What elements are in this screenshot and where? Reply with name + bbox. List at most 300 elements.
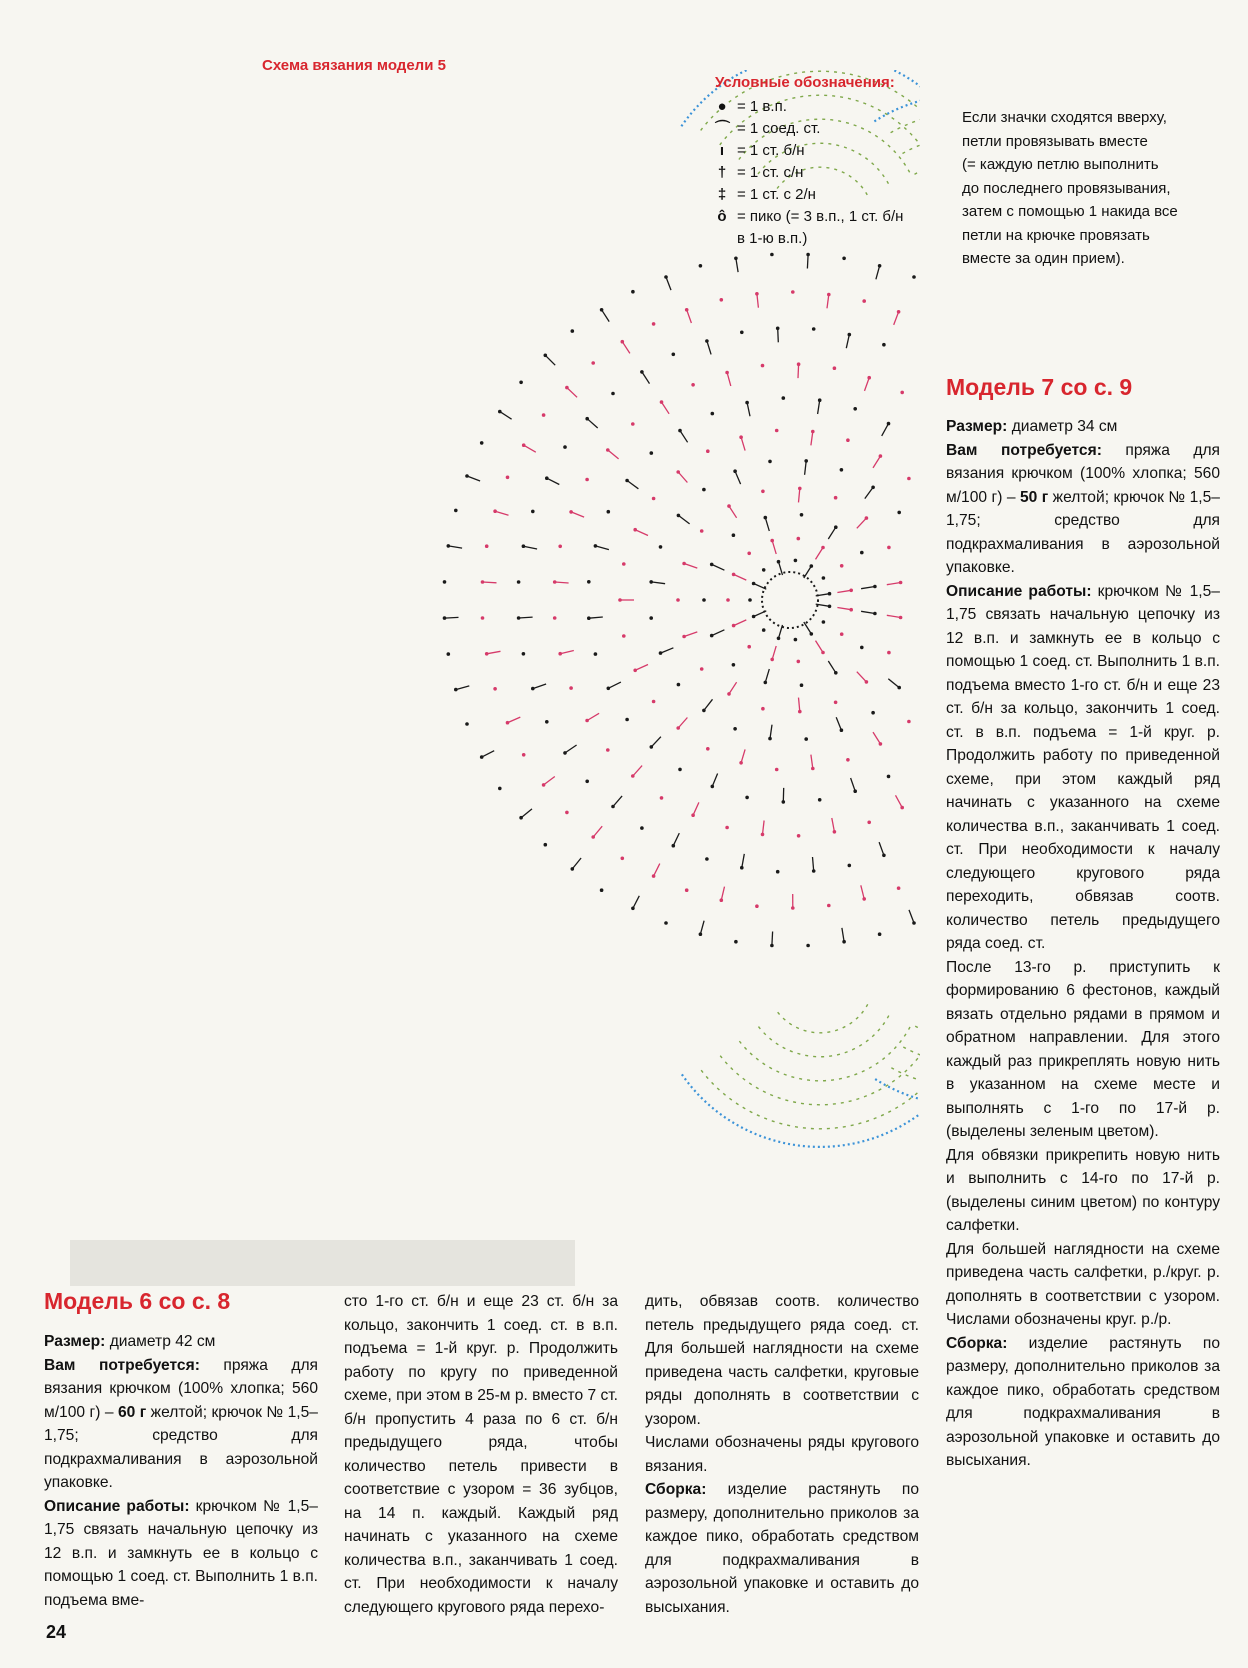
- stitch-mark: [661, 648, 674, 653]
- festoon-row-mark: [739, 1027, 910, 1081]
- chain-stitch-mark: [776, 870, 780, 874]
- stitch-mark: [873, 732, 880, 744]
- stitch-mark: [736, 258, 738, 272]
- chain-stitch-mark: [519, 381, 523, 385]
- stitch-mark: [700, 921, 704, 935]
- dot-icon: ●: [717, 98, 727, 115]
- paragraph: После 13-го р. приступить к формированию 6 фестонов, каждый вязать отдельно рядами в прямом и обратном направлении. Для этого каждый раз прикреплять новую нить в указанном на схеме месте и выполнять с 1-го по 17-й р. (выделены зеленым цветом).: [946, 958, 1220, 1140]
- stitch-mark: [533, 684, 546, 689]
- yarn-amount: 50 г: [1019, 488, 1049, 506]
- chain-stitch-mark: [726, 598, 730, 602]
- chain-stitch-mark: [625, 718, 629, 722]
- chain-stitch-mark: [607, 510, 611, 514]
- chain-stitch-mark: [711, 412, 715, 416]
- stitch-mark: [593, 826, 602, 837]
- stitch-mark: [772, 932, 773, 946]
- stitch-mark: [727, 373, 731, 387]
- chain-stitch-mark: [563, 445, 567, 449]
- chain-stitch-mark: [485, 544, 489, 548]
- stitch-mark: [519, 617, 533, 618]
- paragraph: Для большей наглядности на схеме приведена часть салфетки, р./круг. р. дополнять в соответствии с узором. Числами обозначены круг. р./р.: [946, 1240, 1220, 1328]
- stitch-mark: [635, 665, 648, 671]
- desc-label: Описание работы:: [44, 1497, 190, 1515]
- paragraph: дить, обвязав соотв. количество петель предыдущего ряда соед. ст. Для большей наглядности на схеме приведена часть салфетки, круговые ряды дополнять в соответствии с узором.: [645, 1293, 919, 1428]
- stitch-mark: [772, 541, 776, 554]
- chain-stitch-mark: [800, 683, 804, 687]
- chain-stitch-mark: [822, 576, 826, 580]
- chain-stitch-mark: [860, 646, 864, 650]
- stitch-mark: [747, 403, 750, 417]
- stitch-mark: [861, 885, 864, 899]
- chain-stitch-mark: [887, 651, 891, 655]
- legend-item-text: в 1-ю в.п.): [737, 230, 808, 247]
- model6-col3: [645, 1290, 919, 1619]
- stitch-mark: [805, 461, 807, 475]
- legend-item-text: = пико (= 3 в.п., 1 ст. б/н: [737, 208, 904, 225]
- stitch-mark: [879, 842, 884, 855]
- stitch-mark: [448, 546, 462, 548]
- stitch-mark: [678, 515, 689, 524]
- chain-stitch-mark: [797, 537, 801, 541]
- edging-row-mark: [681, 1051, 920, 1147]
- legend-list: [715, 96, 903, 250]
- chain-stitch-mark: [649, 616, 653, 620]
- stitch-mark: [798, 364, 799, 378]
- chain-stitch-mark: [806, 944, 810, 948]
- stitch-mark: [587, 713, 599, 720]
- chain-stitch-mark: [465, 722, 469, 726]
- chain-stitch-mark: [775, 768, 779, 772]
- chain-stitch-mark: [591, 361, 595, 365]
- chain-stitch-mark: [493, 687, 497, 691]
- stitch-mark: [712, 564, 725, 570]
- stitch-mark: [729, 506, 737, 518]
- stitch-mark: [555, 582, 569, 583]
- chain-stitch-mark: [705, 857, 709, 861]
- stitch-mark: [827, 295, 829, 309]
- stitch-mark: [524, 445, 536, 452]
- chain-stitch-mark: [569, 686, 573, 690]
- note-line: затем с помощью 1 накида все: [962, 203, 1178, 220]
- stitch-mark: [495, 511, 508, 515]
- stitch-mark: [483, 582, 497, 583]
- stitch-mark: [673, 833, 679, 846]
- stitch-mark: [662, 402, 670, 414]
- festoon-row-mark: [701, 1050, 920, 1129]
- stitch-mark: [865, 378, 870, 391]
- stitch-mark: [595, 546, 609, 550]
- legend-item-text: = 1 ст. б/н: [737, 142, 805, 159]
- stitch-mark: [545, 355, 555, 365]
- legend-item: [715, 96, 903, 118]
- arc-icon: ⌒: [715, 120, 731, 137]
- stitch-mark: [523, 546, 537, 549]
- stitch-mark: [741, 749, 745, 762]
- stitch-mark: [754, 584, 767, 590]
- chain-stitch-mark: [897, 886, 901, 890]
- festoon-row-mark: [777, 1004, 868, 1033]
- stitch-mark: [684, 564, 697, 569]
- stitch-mark: [642, 372, 650, 384]
- stitch-mark: [896, 795, 903, 807]
- chain-stitch-mark: [544, 843, 548, 847]
- chain-stitch-mark: [659, 545, 663, 549]
- chain-stitch-mark: [606, 748, 610, 752]
- note-line: до последнего провязывания,: [962, 179, 1171, 197]
- model6-col2: [344, 1290, 618, 1619]
- stitch-mark: [813, 857, 814, 871]
- chain-stitch-mark: [631, 290, 635, 294]
- need-text: пряжа для вязания крючком (100% хлопка; 560 м/100 г) –: [44, 1356, 319, 1421]
- stitch-mark: [734, 574, 747, 580]
- chain-stitch-mark: [762, 628, 766, 632]
- paragraph: Для обвязки прикрепить новую нить и выполнить с 14-го по 17-й р. (выделены синим цветом) по контуру салфетки.: [946, 1146, 1220, 1234]
- stitch-mark: [846, 335, 849, 349]
- chain-stitch-mark: [834, 701, 838, 705]
- chain-stitch-mark: [878, 932, 882, 936]
- legend-item: [715, 206, 903, 228]
- legend-item-text: = 1 в.п.: [737, 98, 787, 115]
- stitch-mark: [678, 718, 687, 729]
- chain-stitch-mark: [650, 451, 654, 455]
- chain-stitch-mark: [840, 564, 844, 568]
- stitch-mark: [622, 342, 630, 354]
- chain-stitch-mark: [791, 290, 795, 294]
- bleed-through-banner: [70, 1240, 575, 1286]
- chain-stitch-mark: [677, 683, 681, 687]
- chain-stitch-mark: [768, 460, 772, 464]
- chain-stitch-mark: [740, 331, 744, 335]
- stitch-mark: [635, 530, 648, 536]
- chain-stitch-mark: [871, 711, 875, 715]
- stitch-mark: [684, 632, 697, 637]
- stitch-mark: [482, 751, 495, 757]
- chain-stitch-mark: [782, 396, 786, 400]
- chain-stitch-mark: [725, 826, 729, 830]
- chain-stitch-mark: [804, 737, 808, 741]
- chain-stitch-mark: [699, 264, 703, 268]
- stitch-mark: [544, 777, 555, 785]
- legend-item-text: = 1 соед. ст.: [737, 120, 821, 137]
- cross-bar-icon: †: [717, 164, 727, 181]
- chain-stitch-mark: [860, 551, 864, 555]
- stitch-mark: [804, 622, 812, 634]
- page-number: 24: [46, 1622, 67, 1642]
- yarn-amount: 60 г: [117, 1403, 147, 1421]
- chain-stitch-mark: [676, 598, 680, 602]
- chain-stitch-mark: [887, 546, 891, 550]
- chain-stitch-mark: [761, 364, 765, 368]
- stitch-mark: [804, 566, 812, 578]
- legend-item: [715, 184, 903, 206]
- chain-stitch-mark: [800, 513, 804, 517]
- chain-stitch-mark: [685, 888, 689, 892]
- stitch-mark: [613, 796, 622, 807]
- chain-stitch-mark: [812, 327, 816, 331]
- stitch-mark: [828, 661, 836, 673]
- chain-stitch-mark: [762, 568, 766, 572]
- note-line: петли провязывать вместе: [962, 132, 1148, 150]
- chain-stitch-mark: [640, 826, 644, 830]
- stitch-mark: [842, 928, 844, 942]
- assembly-value: изделие растянуть по размеру, дополнительно приколов за каждое пико, обработать средством для подкрахмаливания в аэрозольной упаковке и оставить до высыхания.: [946, 1334, 1220, 1469]
- chain-stitch-mark: [897, 511, 901, 515]
- chain-stitch-mark: [700, 529, 704, 533]
- chain-stitch-mark: [622, 562, 626, 566]
- paragraph: Числами обозначены ряды кругового вязания.: [645, 1434, 919, 1475]
- stitch-mark: [456, 686, 470, 690]
- chain-stitch-mark: [691, 383, 695, 387]
- model7-heading: Модель 7 со с. 9: [946, 374, 1133, 400]
- stitch-mark: [693, 802, 699, 815]
- chain-stitch-mark: [867, 821, 871, 825]
- chain-stitch-mark: [678, 768, 682, 772]
- festoon-row-mark: [891, 951, 920, 1087]
- chain-stitch-mark: [652, 322, 656, 326]
- chain-stitch-mark: [585, 780, 589, 784]
- stitch-mark: [811, 432, 813, 446]
- chain-stitch-mark: [907, 720, 911, 724]
- stitch-mark: [602, 310, 610, 322]
- stitch-mark: [633, 896, 639, 909]
- stitch-mark: [778, 328, 779, 342]
- stitch-mark: [572, 858, 581, 869]
- stitch-mark: [836, 717, 841, 730]
- stitch-mark: [680, 431, 688, 443]
- stitch-mark: [887, 615, 901, 617]
- chain-stitch-mark: [797, 660, 801, 664]
- legend: [715, 72, 903, 250]
- chain-stitch-mark: [522, 652, 526, 656]
- paragraph: сто 1-го ст. б/н и еще 23 ст. б/н за кольцо, закончить 1 соед. ст. в в.п. подъема = 1-й круг. р. Продолжить работу по кругу по приведенной схеме, при этом в 25-м р. вместо 7 ст. б/н пропустить 4 раза по 6 ст. б/н предыдущего ряда, чтобы количество петель привести в соответствие с узором = 36 зубцов, на 14 п. каждый. Каждый ряд начинать с указанного на схеме количества в.п., заканчивать 1 соед. ст. При необходимости к началу следующего кругового ряда перехо-: [344, 1293, 618, 1616]
- chain-stitch-mark: [745, 796, 749, 800]
- stitch-mark: [712, 774, 717, 787]
- chain-stitch-mark: [900, 391, 904, 395]
- stitch-mark: [500, 412, 512, 420]
- chain-stitch-mark: [733, 727, 737, 731]
- chain-stitch-mark: [621, 857, 625, 861]
- chain-stitch-mark: [848, 864, 852, 868]
- chain-stitch-mark: [706, 747, 710, 751]
- picot-icon: ô: [717, 208, 727, 225]
- stitch-mark: [837, 608, 851, 610]
- legend-item: [715, 162, 903, 184]
- stitch-mark: [571, 512, 584, 517]
- chain-stitch-mark: [443, 580, 447, 584]
- chain-stitch-mark: [522, 753, 526, 757]
- chain-stitch-mark: [498, 787, 502, 791]
- chain-stitch-mark: [818, 798, 822, 802]
- model6-heading: Модель 6 со с. 8: [44, 1288, 231, 1314]
- chain-stitch-mark: [672, 353, 676, 357]
- stitch-mark: [818, 400, 820, 414]
- stitch-mark: [857, 518, 867, 528]
- note-line: вместе за один прием).: [962, 250, 1125, 267]
- stitch-mark: [865, 487, 873, 498]
- stitch-mark: [779, 562, 783, 575]
- chain-stitch-mark: [747, 645, 751, 649]
- stitch-mark: [909, 910, 914, 923]
- stitch-mark: [837, 590, 851, 592]
- stitch-mark: [763, 821, 765, 835]
- chain-stitch-mark: [517, 580, 521, 584]
- chain-stitch-mark: [840, 632, 844, 636]
- chain-stitch-mark: [882, 343, 886, 347]
- note-line: (= каждую петлю выполнить: [962, 156, 1159, 173]
- need-text: желтой; крючок № 1,5–1,75; средство для подкрахмаливания в аэрозольной упаковке.: [946, 488, 1220, 576]
- chain-stitch-mark: [794, 559, 798, 563]
- stitch-mark: [757, 294, 759, 308]
- chain-stitch-mark: [720, 298, 724, 302]
- chain-stitch-mark: [652, 497, 656, 501]
- chain-stitch-mark: [770, 253, 774, 257]
- chain-stitch-mark: [553, 616, 557, 620]
- festoon-row-mark: [720, 1038, 920, 1104]
- chain-stitch-mark: [761, 490, 765, 494]
- stitch-mark: [799, 488, 800, 502]
- chain-stitch-mark: [565, 811, 569, 815]
- stitch-mark: [467, 476, 480, 481]
- chain-stitch-mark: [454, 509, 458, 513]
- chain-stitch-mark: [481, 616, 485, 620]
- stitch-mark: [521, 809, 532, 818]
- assembly-label: Сборка:: [946, 1334, 1008, 1352]
- stitch-mark: [861, 611, 875, 613]
- chain-stitch-mark: [862, 299, 866, 303]
- chain-stitch-mark: [827, 904, 831, 908]
- stitch-mark: [742, 854, 745, 868]
- stitch-mark: [765, 669, 769, 682]
- chain-stitch-mark: [907, 477, 911, 481]
- stitch-mark: [873, 456, 880, 468]
- model6-col1: [44, 1330, 318, 1612]
- note-line: петли на крючке провязать: [962, 226, 1150, 244]
- center-ring-mark: [762, 572, 818, 628]
- model7-text: [946, 415, 1220, 1473]
- chain-stitch-mark: [594, 652, 598, 656]
- legend-title: Условные обозначения:: [715, 74, 895, 91]
- legend-item-text: = 1 ст. с 2/н: [737, 186, 816, 203]
- chain-stitch-mark: [822, 620, 826, 624]
- stitch-mark: [687, 310, 692, 323]
- festoon-row-mark: [903, 137, 921, 252]
- size-value: диаметр 34 см: [1007, 418, 1118, 435]
- note-text: [962, 106, 1232, 271]
- chain-stitch-mark: [480, 441, 484, 445]
- chain-stitch-mark: [611, 392, 615, 396]
- chain-stitch-mark: [912, 275, 916, 279]
- size-value: диаметр 42 см: [105, 1333, 216, 1350]
- chain-stitch-mark: [706, 449, 710, 453]
- chain-stitch-mark: [732, 533, 736, 537]
- chain-stitch-mark: [587, 580, 591, 584]
- chain-stitch-mark: [531, 510, 535, 514]
- chain-stitch-mark: [794, 638, 798, 642]
- need-text: желтой; крючок № 1,5–1,75; средство для подкрахмаливания в аэрозольной упаковке.: [44, 1403, 318, 1491]
- desc-label: Описание работы:: [946, 582, 1092, 600]
- chain-stitch-mark: [755, 904, 759, 908]
- chain-stitch-mark: [545, 720, 549, 724]
- stitch-mark: [678, 472, 687, 483]
- stitch-mark: [772, 646, 776, 659]
- chain-stitch-mark: [846, 438, 850, 442]
- chain-stitch-mark: [747, 552, 751, 556]
- stitch-mark: [721, 887, 724, 901]
- stitch-mark: [651, 582, 665, 584]
- stitch-mark: [633, 766, 642, 776]
- stitch-mark: [608, 682, 621, 688]
- stitch-mark: [816, 641, 824, 653]
- need-label: Вам потребуется:: [946, 441, 1102, 459]
- chain-stitch-mark: [506, 476, 510, 480]
- chain-stitch-mark: [664, 921, 668, 925]
- legend-item-text: = 1 ст. с/н: [737, 164, 804, 181]
- stitch-mark: [666, 277, 671, 290]
- stitch-mark: [861, 587, 875, 589]
- festoon-row-mark: [903, 949, 921, 1064]
- stitch-mark: [807, 255, 808, 269]
- chain-stitch-mark: [797, 834, 801, 838]
- legend-item: [715, 118, 903, 140]
- stitch-mark: [712, 630, 725, 636]
- size-label: Размер:: [44, 1333, 106, 1350]
- chain-stitch-mark: [840, 468, 844, 472]
- chain-stitch-mark: [702, 598, 706, 602]
- stitch-mark: [587, 419, 598, 428]
- legend-item: [715, 228, 903, 250]
- need-label: Вам потребуется:: [44, 1356, 200, 1374]
- model7-section: [946, 374, 1220, 1473]
- stitch-mark: [565, 745, 577, 753]
- stitch-mark: [627, 481, 638, 489]
- need-text: пряжа для вязания крючком (100% хлопка; 560 м/100 г) –: [946, 441, 1221, 506]
- stitch-mark: [735, 471, 741, 484]
- stitch-mark: [487, 651, 501, 654]
- desc-value: крючком № 1,5–1,75 связать начальную цепочку из 12 в.п. и замкнуть ее в кольцо с помощью 1 соед. ст. Выполнить 1 в.п. подъема вместо 1-го ст. б/н и еще 23 ст. б/н за кольцо, закончить 1 соед. ст. в в.п. подъема = 1-й круг. р. Продолжить работу по приведенной схеме, при этом каждый ряд начинать с указанного на схеме количества в.п., заканчивать 1 соед. ст. При необходимости к началу следующего кругового ряда переходить, обвязав соотв. количество петель предыдущего ряда соед. ст.: [946, 582, 1220, 952]
- chain-stitch-mark: [853, 407, 857, 411]
- festoon-row-mark: [758, 1016, 889, 1057]
- legend-item: [715, 140, 903, 162]
- stitch-mark: [445, 617, 459, 618]
- chain-stitch-mark: [732, 663, 736, 667]
- chain-stitch-mark: [734, 940, 738, 944]
- edging-row-mark: [874, 944, 920, 1105]
- chain-stitch-mark: [600, 888, 604, 892]
- stitch-mark: [729, 682, 737, 694]
- stitch-mark: [707, 341, 711, 354]
- short-bar-icon: ı: [719, 142, 725, 159]
- chain-stitch-mark: [775, 429, 779, 433]
- stitch-mark: [828, 527, 836, 539]
- scheme-title: Схема вязания модели 5: [262, 57, 446, 74]
- stitch-mark: [816, 548, 824, 560]
- stitch-mark: [888, 679, 899, 688]
- chain-stitch-mark: [542, 413, 546, 417]
- chain-stitch-mark: [834, 496, 838, 500]
- stitch-mark: [857, 672, 867, 682]
- chain-stitch-mark: [660, 796, 664, 800]
- stitch-mark: [851, 778, 856, 791]
- chain-stitch-mark: [748, 598, 752, 602]
- size-label: Размер:: [946, 418, 1008, 435]
- chain-stitch-mark: [585, 478, 589, 482]
- chain-stitch-mark: [833, 366, 837, 370]
- festoon-row-mark: [915, 947, 921, 1040]
- stitch-mark: [608, 450, 619, 459]
- stitch-mark: [734, 620, 747, 626]
- festoon-row-mark: [915, 161, 921, 254]
- stitch-mark: [832, 818, 835, 832]
